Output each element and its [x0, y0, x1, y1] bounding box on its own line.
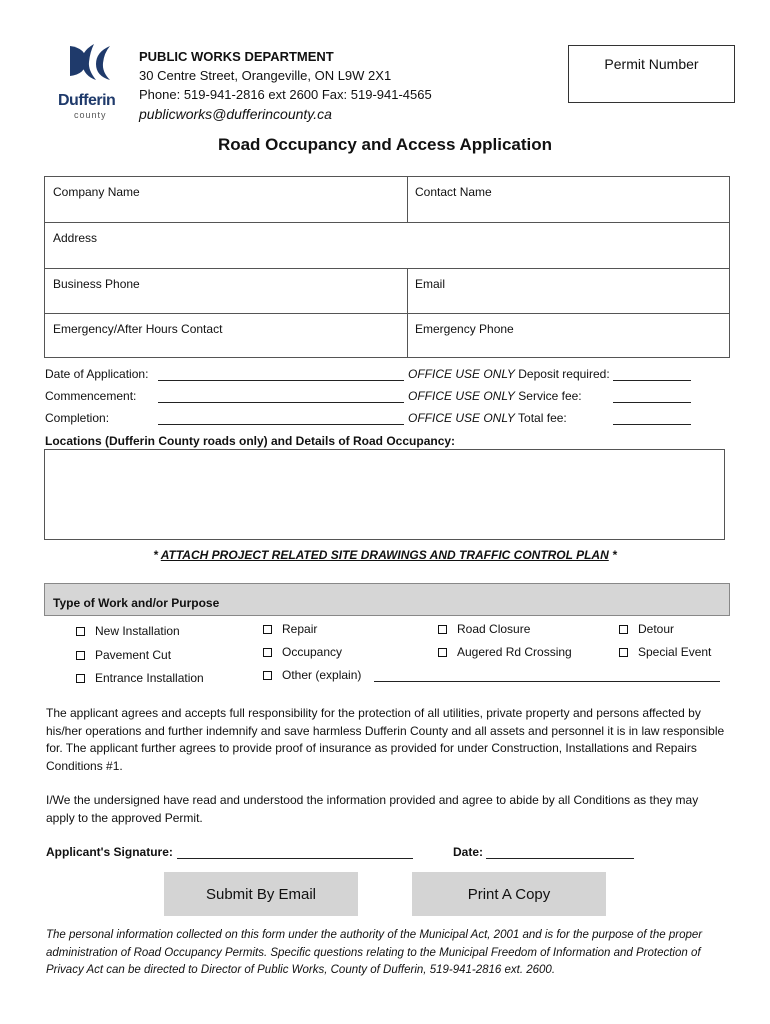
permit-number-label: Permit Number: [604, 56, 699, 72]
commencement-label: Commencement:: [45, 389, 137, 403]
completion-input[interactable]: [158, 424, 404, 425]
permit-number-field[interactable]: [568, 45, 735, 103]
emergency-contact-field[interactable]: [45, 314, 407, 358]
attach-note: [0, 548, 770, 562]
checkbox-square: [263, 625, 272, 634]
acknowledgement-paragraph: I/We the undersigned have read and understood the information provided and agree to abide by all Conditions as they may apply to the approved Permit.: [46, 793, 699, 825]
print-copy-button[interactable]: Print A Copy: [412, 872, 606, 916]
locations-textarea[interactable]: [44, 449, 725, 540]
service-fee-input[interactable]: [613, 402, 691, 403]
checkbox-label: Entrance Installation: [95, 671, 204, 685]
checkbox-repair[interactable]: [263, 622, 317, 636]
date-input[interactable]: [486, 858, 634, 859]
business-phone-field[interactable]: [45, 269, 407, 314]
checkbox-label: Special Event: [638, 645, 712, 659]
work-type-header-label: Type of Work and/or Purpose: [53, 596, 220, 610]
total-fee-office-use: [408, 411, 567, 425]
signature-input[interactable]: [177, 858, 413, 859]
checkbox-square: [438, 648, 447, 657]
other-explain-input[interactable]: [374, 681, 720, 682]
checkbox-label: Pavement Cut: [95, 648, 172, 662]
checkbox-square: [263, 671, 272, 680]
company-name-field[interactable]: [45, 177, 407, 223]
email-field[interactable]: [407, 269, 729, 314]
checkbox-entrance-installation[interactable]: [76, 671, 204, 685]
checkbox-occupancy[interactable]: [263, 645, 342, 659]
service-fee-office-use: [408, 389, 582, 403]
checkbox-detour[interactable]: [619, 622, 674, 636]
checkbox-new-installation[interactable]: [76, 624, 180, 638]
logo-subtext: county: [74, 110, 107, 120]
work-type-header: [44, 583, 730, 616]
deposit-label: Deposit required:: [518, 367, 610, 381]
checkbox-augered-rd-crossing[interactable]: [438, 645, 572, 659]
date-of-application-input[interactable]: [158, 380, 404, 381]
checkbox-special-event[interactable]: [619, 645, 711, 659]
checkbox-square: [76, 674, 85, 683]
address-label: Address: [53, 231, 98, 245]
signature-label: Applicant's Signature:: [46, 845, 173, 859]
checkbox-square: [438, 625, 447, 634]
email-label: Email: [415, 277, 446, 291]
commencement-input[interactable]: [158, 402, 404, 403]
service-fee-label: Service fee:: [518, 389, 582, 403]
checkbox-label: Road Closure: [457, 622, 531, 636]
dufferin-logo: [58, 40, 130, 124]
checkbox-other[interactable]: [263, 668, 361, 682]
logo-text: Dufferin: [58, 92, 116, 109]
checkbox-label: Augered Rd Crossing: [457, 645, 572, 659]
emergency-phone-label: Emergency Phone: [415, 322, 514, 336]
submit-by-email-button[interactable]: Submit By Email: [164, 872, 358, 916]
checkbox-road-closure[interactable]: [438, 622, 530, 636]
business-phone-label: Business Phone: [53, 277, 140, 291]
checkbox-square: [619, 625, 628, 634]
locations-label: Locations (Dufferin County roads only) and Details of Road Occupancy:: [45, 434, 456, 448]
office-use-label: OFFICE USE ONLY: [408, 389, 515, 403]
agreement-paragraph: The applicant agrees and accepts full responsibility for the protection of all utilities, private property and persons affected by his/her operations and further indemnify and save harmless Dufferin County and all assets and personnel it is in law responsible for. The applicant further agrees to provide proof of insurance as provided for under Construction, Installations and Repairs Conditions #1.: [46, 706, 725, 773]
attach-note-text: ATTACH PROJECT RELATED SITE DRAWINGS AND TRAFFIC CONTROL PLAN: [160, 548, 609, 562]
checkbox-label: Other (explain): [282, 668, 362, 682]
total-fee-label: Total fee:: [518, 411, 567, 425]
deposit-office-use: [408, 367, 610, 381]
checkbox-pavement-cut[interactable]: [76, 648, 171, 662]
department-address: 30 Centre Street, Orangeville, ON L9W 2X1: [139, 68, 392, 83]
office-use-label: OFFICE USE ONLY: [408, 411, 515, 425]
completion-label: Completion:: [45, 411, 110, 425]
total-fee-input[interactable]: [613, 424, 691, 425]
department-email: publicworks@dufferincounty.ca: [139, 106, 332, 122]
contact-name-label: Contact Name: [415, 185, 492, 199]
checkbox-label: Occupancy: [282, 645, 343, 659]
company-name-label: Company Name: [53, 185, 140, 199]
checkbox-label: Repair: [282, 622, 318, 636]
page-title: Road Occupancy and Access Application: [217, 135, 553, 154]
attach-note-prefix: *: [153, 548, 161, 562]
emergency-contact-label: Emergency/After Hours Contact: [53, 322, 223, 336]
department-phone-fax: Phone: 519-941-2816 ext 2600 Fax: 519-941-4565: [139, 87, 432, 102]
attach-note-suffix: *: [608, 548, 617, 562]
checkbox-label: Detour: [638, 622, 675, 636]
privacy-notice: The personal information collected on this form under the authority of the Municipal Act, 2001 and is for the purpose of the proper administration of Road Occupancy Permits. Specific questions relating to the Municipal Freedom of Information and Protection of Privacy Act can be directed to Director of Public Works, County of Dufferin, 519-941-2816 ext. 2600.: [46, 929, 703, 976]
divider: [407, 177, 408, 223]
checkbox-label: New Installation: [95, 624, 180, 638]
contact-name-field[interactable]: [407, 177, 729, 223]
contact-info-grid: [44, 176, 730, 358]
emergency-phone-field[interactable]: [407, 314, 729, 358]
address-field[interactable]: [45, 223, 729, 269]
department-name: PUBLIC WORKS DEPARTMENT: [139, 49, 334, 64]
checkbox-square: [263, 648, 272, 657]
checkbox-square: [76, 651, 85, 660]
checkbox-square: [76, 627, 85, 636]
date-of-application-label: Date of Application:: [45, 367, 149, 381]
deposit-input[interactable]: [613, 380, 691, 381]
checkbox-square: [619, 648, 628, 657]
date-label: Date:: [453, 845, 484, 859]
office-use-label: OFFICE USE ONLY: [408, 367, 515, 381]
divider: [407, 269, 408, 358]
